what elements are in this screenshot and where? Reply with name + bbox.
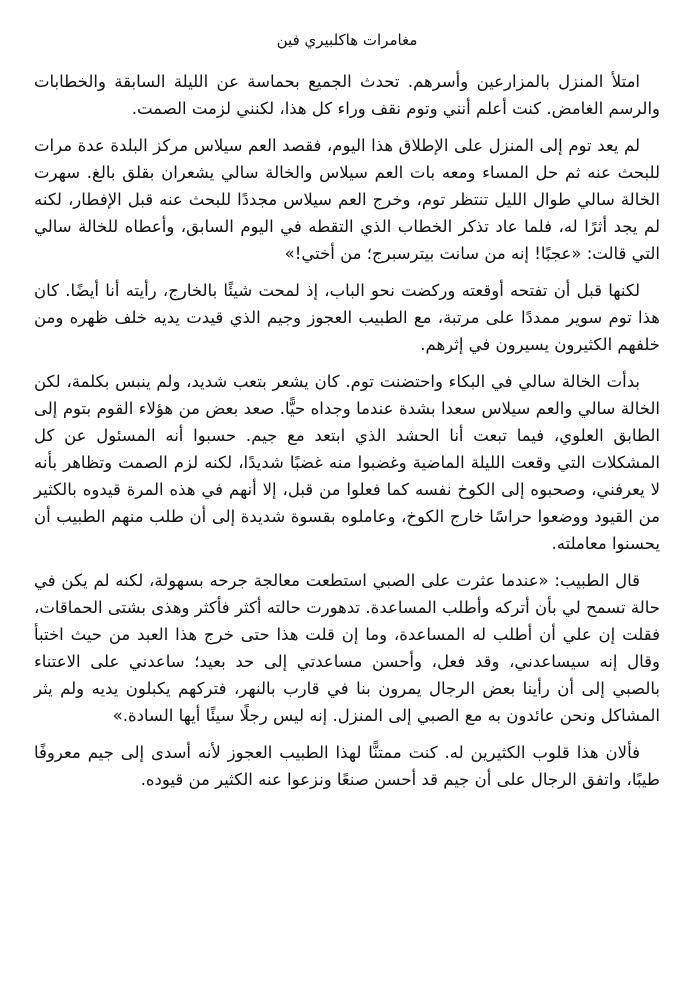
paragraph: لكنها قبل أن تفتحه أوقعته وركضت نحو الباب، إذ لمحت شيئًا بالخارج، رأيته أنا أيضًا. كان هذا توم سوير ممددًا على مرتبة، مع الطبيب العجوز وجيم الذي قيدت يديه خلف ظهره ومن خلفهم الكثيرون يسيرون في إثرهم.	[34, 281, 660, 354]
paragraph: فألان هذا قلوب الكثيرين له. كنت ممتنًّا لهذا الطبيب العجوز لأنه أسدى إلى جيم معروفًا طيبًا، واتفق الرجال على أن جيم قد أحسن صنعًا ونزعوا عنه الكثير من قيوده.	[34, 743, 660, 789]
paragraph: قال الطبيب: «عندما عثرت على الصبي استطعت معالجة جرحه بسهولة، لكنه لم يكن في حالة تسمح لي بأن أتركه وأطلب المساعدة. تدهورت حالته أكثر فأكثر وهذى بشتى الحماقات، فقلت إن علي أن أطلب له المساعدة، وما إن قلت هذا حتى خرج هذا العبد من حيث اختبأ وقال إنه سيساعدني، وقد فعل، وأحسن مساعدتي إلى حد بعيد؛ ساعدني على الاعتناء بالصبي إلى أن رأينا بعض الرجال يمرون بنا في قارب بالنهر، فتركهم يكبلون يديه ولم يثر المشاكل ونحن عائدون به مع الصبي إلى المنزل. إنه ليس رجلًا سيئًا أيها السادة.»	[34, 571, 660, 725]
paragraph: امتلأ المنزل بالمزارعين وأسرهم. تحدث الجميع بحماسة عن الليلة السابقة والخطابات والرسم الغامض. كنت أعلم أنني وتوم نقف وراء كل هذا، لكنني لزمت الصمت.	[34, 72, 660, 118]
paragraph: بدأت الخالة سالي في البكاء واحتضنت توم. كان يشعر بتعب شديد، ولم ينبس بكلمة، لكن الخالة سالي والعم سيلاس سعدا بشدة عندما وجداه حيًّا. صعد بعض من هؤلاء القوم بتوم إلى الطابق العلوي، فيما تبعت أنا الحشد الذي ابتعد مع جيم. حسبوا أنه المسئول عن كل المشكلات التي وقعت الليلة الماضية وغضبوا منه غضبًا شديدًا، لكنه لزم الصمت وتظاهر بأنه لا يعرفني، وصحبوه إلى الكوخ نفسه كما فعلوا من قبل، إلا أنهم في هذه المرة قيدوه بالكثير من القيود ووضعوا حراسًا خارج الكوخ، وعاملوه بقسوة شديدة إلى أن طلب منهم الطبيب أن يحسنوا معاملته.	[34, 372, 660, 553]
paragraph: لم يعد توم إلى المنزل على الإطلاق هذا اليوم، فقصد العم سيلاس مركز البلدة عدة مرات للبحث عنه ثم حل المساء ومعه بات العم سيلاس والخالة سالي يشعران بقلق بالغ. سهرت الخالة سالي طوال الليل تنتظر توم، وخرج العم سيلاس مجددًا للبحث عنه قبل الإفطار، لكنه لم يجد أثرًا له، فلما عاد تذكر الخطاب الذي التقطه في اليوم السابق، وأعطاه للخالة سالي التي قالت: «عجبًا! إنه من سانت بيترسبرج؛ من أختي!»	[34, 136, 660, 263]
running-header-title: مغامرات هاكلبيري فين	[276, 31, 418, 49]
body-text	[34, 68, 660, 793]
